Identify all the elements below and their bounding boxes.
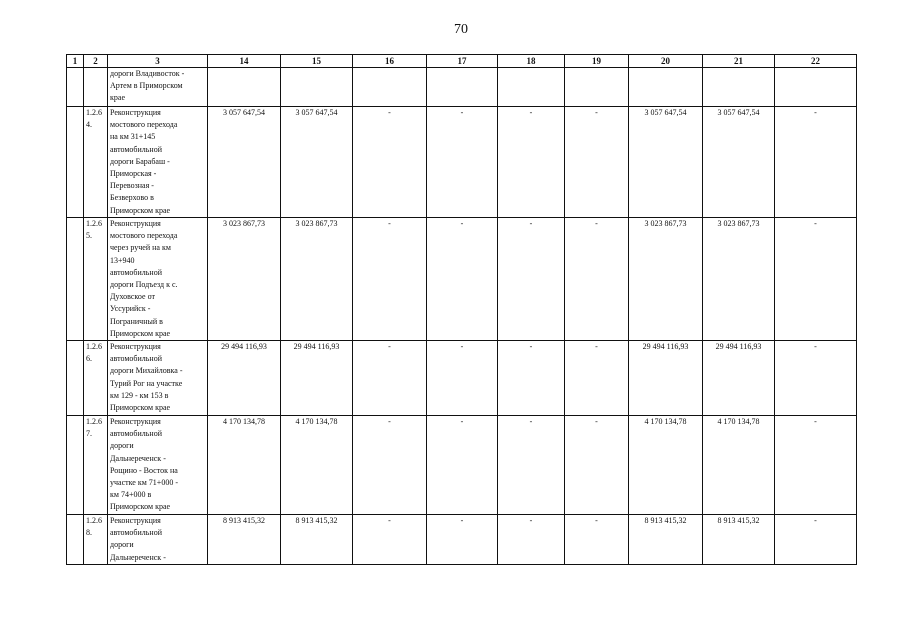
cell-col-1 xyxy=(67,416,84,515)
table-row xyxy=(67,341,857,416)
table-row xyxy=(67,68,857,107)
cell-col-22 xyxy=(775,68,857,107)
cell-project-name: Реконструкция мостового перехода на км 31+145 автомобильной дороги Барабаш - Приморская - Перевозная - Безверхово в Приморском крае xyxy=(108,107,208,218)
cell-col-14: 3 057 647,54 xyxy=(208,107,281,218)
cell-col-18: - xyxy=(498,341,565,416)
header-col-17: 17 xyxy=(427,55,498,68)
cell-col-18: - xyxy=(498,107,565,218)
cell-col-20: 3 057 647,54 xyxy=(629,107,703,218)
cell-col-14 xyxy=(208,68,281,107)
cell-col-22: - xyxy=(775,107,857,218)
header-col-21: 21 xyxy=(703,55,775,68)
cell-col-16: - xyxy=(353,107,427,218)
table-header xyxy=(67,55,857,68)
header-col-1: 1 xyxy=(67,55,84,68)
cell-col-14: 29 494 116,93 xyxy=(208,341,281,416)
cell-col-21: 3 057 647,54 xyxy=(703,107,775,218)
cell-col-16 xyxy=(353,68,427,107)
cell-col-1 xyxy=(67,68,84,107)
header-col-18: 18 xyxy=(498,55,565,68)
cell-col-15 xyxy=(281,68,353,107)
cell-col-22: - xyxy=(775,416,857,515)
budget-table xyxy=(66,54,857,565)
cell-col-17: - xyxy=(427,218,498,341)
cell-col-17: - xyxy=(427,515,498,565)
cell-col-16: - xyxy=(353,515,427,565)
cell-col-20: 4 170 134,78 xyxy=(629,416,703,515)
cell-col-21 xyxy=(703,68,775,107)
header-col-15: 15 xyxy=(281,55,353,68)
cell-item-code: 1.2.6 8. xyxy=(84,515,108,565)
cell-col-21: 8 913 415,32 xyxy=(703,515,775,565)
cell-col-1 xyxy=(67,341,84,416)
cell-project-name: Реконструкция автомобильной дороги Дальнереченск - xyxy=(108,515,208,565)
cell-col-21: 29 494 116,93 xyxy=(703,341,775,416)
cell-col-19: - xyxy=(565,515,629,565)
cell-col-17: - xyxy=(427,416,498,515)
cell-col-20: 3 023 867,73 xyxy=(629,218,703,341)
cell-col-22: - xyxy=(775,218,857,341)
cell-col-18 xyxy=(498,68,565,107)
cell-col-15: 3 023 867,73 xyxy=(281,218,353,341)
table-body xyxy=(67,68,857,565)
cell-col-15: 29 494 116,93 xyxy=(281,341,353,416)
cell-col-20: 29 494 116,93 xyxy=(629,341,703,416)
cell-col-17: - xyxy=(427,341,498,416)
header-col-22: 22 xyxy=(775,55,857,68)
cell-item-code: 1.2.6 7. xyxy=(84,416,108,515)
header-col-14: 14 xyxy=(208,55,281,68)
cell-col-18: - xyxy=(498,218,565,341)
cell-col-16: - xyxy=(353,341,427,416)
cell-col-14: 4 170 134,78 xyxy=(208,416,281,515)
cell-project-name: дороги Владивосток - Артем в Приморском крае xyxy=(108,68,208,107)
cell-col-16: - xyxy=(353,218,427,341)
header-col-2: 2 xyxy=(84,55,108,68)
cell-col-15: 4 170 134,78 xyxy=(281,416,353,515)
cell-col-19: - xyxy=(565,416,629,515)
cell-col-21: 3 023 867,73 xyxy=(703,218,775,341)
cell-col-19 xyxy=(565,68,629,107)
header-col-3: 3 xyxy=(108,55,208,68)
cell-col-1 xyxy=(67,218,84,341)
header-col-20: 20 xyxy=(629,55,703,68)
cell-col-20: 8 913 415,32 xyxy=(629,515,703,565)
cell-col-1 xyxy=(67,515,84,565)
cell-col-22: - xyxy=(775,515,857,565)
page-number: 70 xyxy=(454,22,468,37)
table-row xyxy=(67,416,857,515)
cell-col-18: - xyxy=(498,416,565,515)
cell-col-19: - xyxy=(565,107,629,218)
cell-project-name: Реконструкция мостового перехода через ручей на км 13+940 автомобильной дороги Подъезд к с. Духовское от Уссурийск - Пограничный в Приморском крае xyxy=(108,218,208,341)
cell-col-22: - xyxy=(775,341,857,416)
header-row xyxy=(67,55,857,68)
table-row xyxy=(67,218,857,341)
cell-col-1 xyxy=(67,107,84,218)
cell-col-15: 3 057 647,54 xyxy=(281,107,353,218)
table-row xyxy=(67,107,857,218)
cell-item-code: 1.2.6 6. xyxy=(84,341,108,416)
cell-col-19: - xyxy=(565,218,629,341)
cell-col-20 xyxy=(629,68,703,107)
header-col-19: 19 xyxy=(565,55,629,68)
cell-item-code xyxy=(84,68,108,107)
cell-col-14: 3 023 867,73 xyxy=(208,218,281,341)
header-col-16: 16 xyxy=(353,55,427,68)
cell-col-19: - xyxy=(565,341,629,416)
cell-col-15: 8 913 415,32 xyxy=(281,515,353,565)
cell-item-code: 1.2.6 4. xyxy=(84,107,108,218)
cell-project-name: Реконструкция автомобильной дороги Михайловка - Турий Рог на участке км 129 - км 153 в Приморском крае xyxy=(108,341,208,416)
cell-col-21: 4 170 134,78 xyxy=(703,416,775,515)
cell-col-17: - xyxy=(427,107,498,218)
cell-project-name: Реконструкция автомобильной дороги Дальнереченск - Рощино - Восток на участке км 71+000 - км 74+000 в Приморском крае xyxy=(108,416,208,515)
cell-col-17 xyxy=(427,68,498,107)
cell-col-18: - xyxy=(498,515,565,565)
cell-col-14: 8 913 415,32 xyxy=(208,515,281,565)
table-row xyxy=(67,515,857,565)
cell-col-16: - xyxy=(353,416,427,515)
cell-item-code: 1.2.6 5. xyxy=(84,218,108,341)
